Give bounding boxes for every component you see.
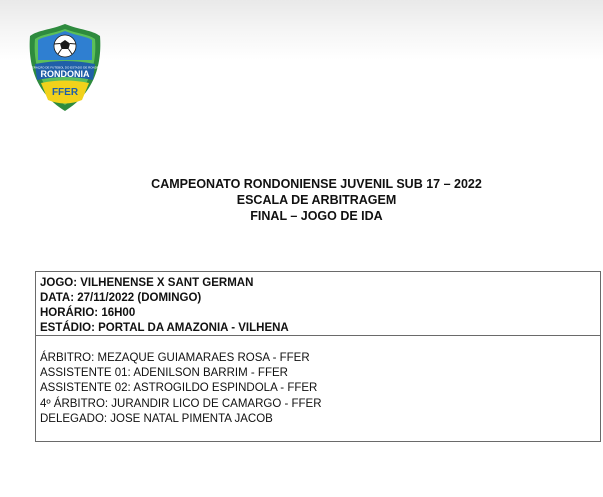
crew-delegate: DELEGADO: JOSE NATAL PIMENTA JACOB xyxy=(40,412,273,425)
svg-text:RONDONIA: RONDONIA xyxy=(40,69,90,79)
svg-text:FFER: FFER xyxy=(51,87,79,98)
match-table xyxy=(35,271,601,442)
ffer-logo xyxy=(26,22,104,114)
crew-fourth-official: 4º ÁRBITRO: JURANDIR LICO DE CAMARGO - FFER xyxy=(40,397,322,410)
ffer-shield-icon xyxy=(26,22,104,114)
match-stadium: ESTÁDIO: PORTAL DA AMAZONIA - VILHENA xyxy=(40,322,289,334)
match-date: DATA: 27/11/2022 (DOMINGO) xyxy=(40,292,202,304)
schedule-title: ESCALA DE ARBITRAGEM xyxy=(236,193,397,207)
match-info xyxy=(36,272,600,336)
championship-title: CAMPEONATO RONDONIENSE JUVENIL SUB 17 – 2022 xyxy=(151,177,482,191)
document-header xyxy=(0,176,603,224)
match-time: HORÁRIO: 16H00 xyxy=(40,307,136,319)
crew-assistant-2: ASSISTENTE 02: ASTROGILDO ESPINDOLA - FFER xyxy=(40,382,318,395)
crew-referee: ÁRBITRO: MEZAQUE GUIAMARAES ROSA - FFER xyxy=(40,352,310,364)
referee-crew xyxy=(36,351,603,427)
crew-assistant-1: ASSISTENTE 01: ADENILSON BARRIM - FFER xyxy=(40,367,288,380)
stage-title: FINAL – JOGO DE IDA xyxy=(250,209,383,223)
match-game: JOGO: VILHENENSE X SANT GERMAN xyxy=(40,277,254,289)
svg-text:FEDERAÇÃO DE FUTEBOL DO ESTADO: FEDERAÇÃO DE FUTEBOL DO ESTADO DE RONDÔNIA xyxy=(26,65,104,70)
